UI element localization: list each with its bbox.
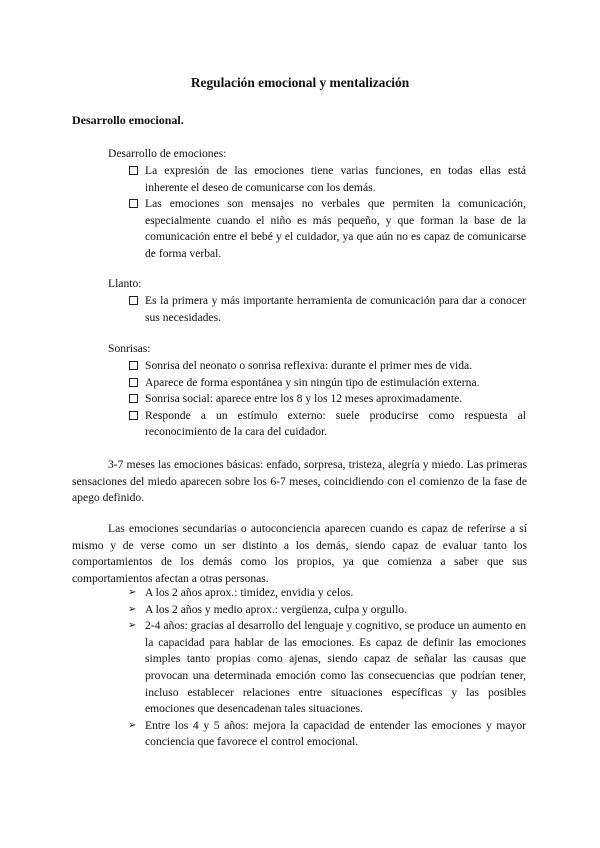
checkbox-icon: [129, 411, 138, 420]
section-heading: Desarrollo emocional.: [72, 113, 184, 127]
list-item: [128, 358, 526, 375]
list-item-text: Sonrisa social: aparece entre los 8 y los 12 meses aproximadamente.: [145, 392, 463, 406]
document-title: Regulación emocional y mentalización: [190, 75, 410, 90]
list-item: [128, 718, 526, 751]
list-item: [128, 391, 526, 408]
arrow-bullet-icon: ➢: [128, 620, 137, 632]
list-item-text: Aparece de forma espontánea y sin ningún tipo de estimulación externa.: [145, 375, 480, 389]
list-item-text: A los 2 años y medio aprox.: vergüenza, culpa y orgullo.: [145, 602, 407, 616]
list-item: [128, 163, 526, 196]
list-item: [128, 375, 526, 392]
checkbox-icon: [129, 394, 138, 403]
list-item-text: Sonrisa del neonato o sonrisa reflexiva: durante el primer mes de vida.: [145, 359, 473, 372]
checkbox-list-desarrollo: [128, 163, 526, 263]
checkbox-icon: [129, 296, 138, 305]
list-item-text: Entre los 4 y 5 años: mejora la capacidad de entender las emociones y mayor conciencia que favorece el control emocional.: [145, 718, 526, 749]
list-item: [128, 408, 526, 441]
list-item-text: 2-4 años: gracias al desarrollo del lenguaje y cognitivo, se produce un aumento en la capacidad para hablar de las emociones. Es capaz de definir las emociones simples tanto propias como ajenas, siendo capaz de señalar las causas que provocan una determinada emoción como las consecuencias que podrían tener, incluso establecer relaciones entre situaciones específicas y las posibles emociones que desencadenan tales situaciones.: [145, 619, 526, 716]
arrow-bullet-icon: ➢: [128, 719, 137, 731]
arrow-list-edades: [128, 585, 526, 751]
list-item: [128, 585, 526, 602]
list-item-text: A los 2 años aprox.: timidez, envidia y celos.: [145, 586, 354, 599]
checkbox-icon: [129, 378, 138, 387]
list-item-text: Responde a un estímulo externo: suele producirse como respuesta al reconocimiento de la cara del cuidador.: [145, 408, 526, 439]
list-item-text: Las emociones son mensajes no verbales que permiten la comunicación, especialmente cuando el niño es más pequeño, y que forman la base de la comunicación entre el bebé y el cuidador, ya que aún no es capaz de comunicarse de forma verbal.: [145, 197, 526, 260]
list-item: [128, 618, 526, 718]
paragraph-emociones-basicas: 3-7 meses las emociones básicas: enfado, sorpresa, tristeza, alegría y miedo. Las primeras sensaciones del miedo aparecen sobre los 6-7 meses, coincidiendo con el comienzo de la fase de apego definido.: [72, 458, 527, 505]
list-item: [128, 196, 526, 262]
checkbox-icon: [129, 166, 138, 175]
group-label-desarrollo: Desarrollo de emociones:: [108, 147, 227, 160]
checkbox-icon: [129, 361, 138, 370]
arrow-bullet-icon: ➢: [128, 587, 137, 598]
checkbox-icon: [129, 199, 138, 208]
checkbox-list-sonrisas: [128, 358, 526, 441]
group-label-llanto: Llanto:: [108, 277, 142, 290]
paragraph-emociones-secundarias: Las emociones secundarias o autoconciencia aparecen cuando es capaz de referirse a sí mismo y de verse como un ser distinto a los demás, siendo capaz de evaluar tanto los comportamientos de los demás como los propios, ya que comienza a saber que sus comportamientos afectan a otras personas.: [72, 522, 527, 585]
list-item-text: Es la primera y más importante herramienta de comunicación para dar a conocer sus necesidades.: [145, 294, 526, 324]
group-label-sonrisas: Sonrisas:: [108, 342, 151, 355]
list-item: [128, 602, 526, 619]
checkbox-list-llanto: [128, 293, 526, 326]
list-item: [128, 293, 526, 326]
arrow-bullet-icon: ➢: [128, 603, 137, 615]
list-item-text: La expresión de las emociones tiene varias funciones, en todas ellas está inherente el deseo de comunicarse con los demás.: [145, 164, 526, 194]
